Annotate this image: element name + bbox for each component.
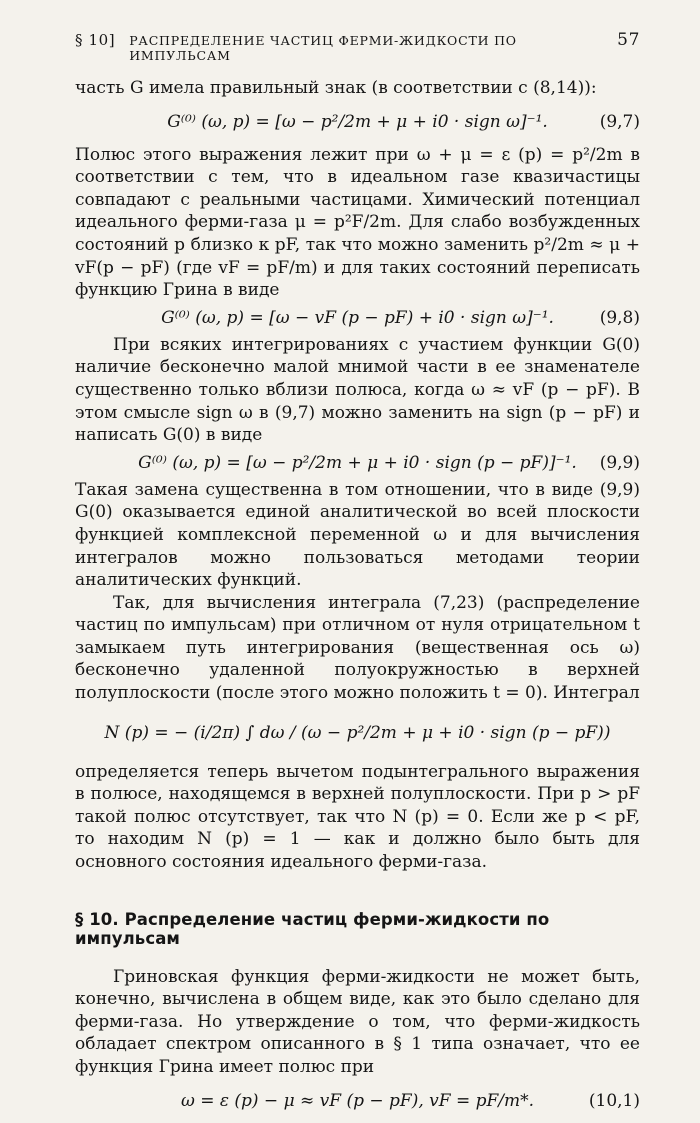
running-header: [75, 30, 640, 63]
equation-body: ω = ε (p) − μ ≈ vF (p − pF), vF = pF/m*.: [180, 1090, 535, 1111]
paragraph-6: определяется теперь вычетом подынтегрального выражения в полюсе, находящемся в верхней полуплоскости. При p > pF такой полюс отсутствует, так что N (p) = 0. Если же p < pF, то находим N (p) = 1 — как и должно было быть для основного состояния идеального ферми-газа.: [75, 761, 640, 873]
equation-9-9: [75, 447, 640, 479]
paragraph-5: Так, для вычисления интеграла (7,23) (распределение частиц по импульсам) при отличном от нуля отрицательном t замыкаем путь интегрирования (вещественная ось ω) бесконечно удаленной полуокружностью в верхней полуплоскости (после этого можно положить t = 0). Интеграл: [75, 592, 640, 704]
equation-body: N (p) = − (i/2π) ∫ dω / (ω − p²/2m + μ + i0 · sign (p − pF)): [104, 722, 611, 743]
header-title: РАСПРЕДЕЛЕНИЕ ЧАСТИЦ ФЕРМИ-ЖИДКОСТИ ПО ИМПУЛЬСАМ: [129, 33, 517, 63]
paragraph-1: часть G имела правильный знак (в соответствии с (8,14)):: [75, 78, 597, 98]
equation-number: (10,1): [588, 1090, 640, 1111]
section-heading: § 10. Распределение частиц ферми-жидкости по импульсам: [75, 909, 550, 948]
header-section-ref: § 10]: [75, 31, 116, 49]
equation-number: (9,9): [599, 452, 640, 473]
equation-number: (9,7): [599, 111, 640, 132]
page-number: 57: [617, 30, 640, 50]
paragraph-3: При всяких интегрированиях с участием функции G(0) наличие бесконечно малой мнимой части в ее знаменателе существенно только вблизи полюса, когда ω ≈ vF (p − pF). В этом смысле sign ω в (9,7) можно заменить на sign (p − pF) и написать G(0) в виде: [75, 334, 640, 446]
equation-body: G⁽⁰⁾ (ω, p) = [ω − p²/2m + μ + i0 · sign ω]⁻¹.: [167, 111, 548, 132]
equation-9-8: [75, 302, 640, 334]
page: [75, 30, 640, 1123]
equation-number: (9,8): [599, 307, 640, 328]
equation-body: G⁽⁰⁾ (ω, p) = [ω − p²/2m + μ + i0 · sign (p − pF)]⁻¹.: [138, 452, 577, 473]
equation-integral: [75, 705, 640, 761]
paragraph-7: Гриновская функция ферми-жидкости не может быть, конечно, вычислена в общем виде, как это было сделано для ферми-газа. Но утверждение о том, что ферми-жидкость обладает спектром описанного в § 1 типа означает, что ее функция Грина имеет полюс при: [75, 966, 640, 1077]
equation-body: G⁽⁰⁾ (ω, p) = [ω − vF (p − pF) + i0 · sign ω]⁻¹.: [161, 307, 554, 328]
equation-10-1: [75, 1079, 640, 1123]
paragraph-2: Полюс этого выражения лежит при ω + μ = ε (p) = p²/2m в соответствии с тем, что в идеальном газе квазичастицы совпадают с реальными частицами. Химический потенциал идеального ферми-газа μ = p²F/2m. Для слабо возбужденных состояний p близко к pF, так что можно заменить p²/2m ≈ μ + vF(p − pF) (где vF = pF/m) и для таких состояний переписать функцию Грина в виде: [75, 144, 640, 301]
paragraph-4: Такая замена существенна в том отношении, что в виде (9,9) G(0) оказывается единой аналитической во всей плоскости функцией комплексной переменной ω и для вычисления интегралов можно пользоваться методами теории аналитических функций.: [75, 479, 640, 591]
equation-9-7: [75, 100, 640, 144]
